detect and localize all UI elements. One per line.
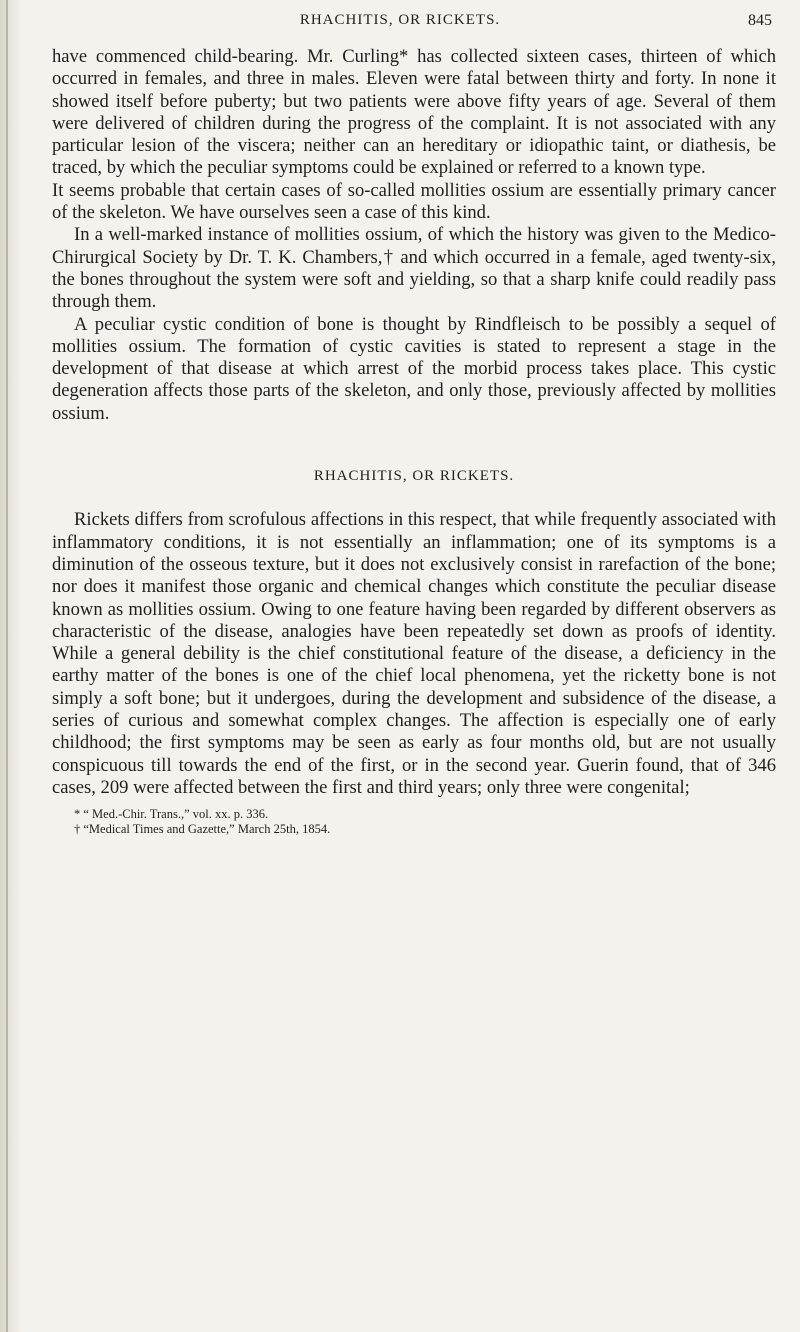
gutter-line (6, 0, 8, 1332)
footnote: * “ Med.-Chir. Trans.,” vol. xx. p. 336. (74, 807, 269, 822)
page-number: 845 (748, 12, 772, 29)
footnotes (52, 807, 776, 837)
page-body (52, 46, 776, 837)
running-head: RHACHITIS, OR RICKETS. (299, 12, 501, 28)
paragraph: have commenced child-bearing. Mr. Curling* has collected sixteen cases, thirteen of which occurred in females, and three in males. Eleven were fatal between thirty and forty. In none it showed itself before puberty; but two patients were above fifty years of age. Several of them were delivered of children during the progress of the complaint. It is not associated with any particular lesion of the viscera; neither can an hereditary or idiopathic taint, or diathesis, be traced, by which the peculiar symptoms could be explained or referred to a known type. (52, 46, 776, 179)
paragraph: It seems probable that certain cases of so-called mollities ossium are essentially primary cancer of the skeleton. We have ourselves seen a case of this kind. (52, 179, 776, 224)
section-paragraph: Rickets differs from scrofulous affections in this respect, that while frequently associated with inflammatory conditions, it is not essentially an inflammation; one of its symptoms is a diminution of the osseous texture, but it does not exclusively consist in rarefaction of the bone; nor does it manifest those organic and chemical changes which constitute the peculiar disease known as mollities ossium. Owing to one feature having been regarded by different observers as characteristic of the disease, analogies have been repeatedly set down as proofs of identity. While a general debility is the chief constitutional feature of the disease, a deficiency in the earthy matter of the bones is one of the chief local phenomena, yet the ricketty bone is not simply a soft bone; but it undergoes, during the development and subsidence of the disease, a series of curious and somewhat complex changes. The affection is especially one of early childhood; the first symptoms may be seen as early as four months old, but are not usually conspicuous till towards the end of the first, or in the second year. Guerin found, that of 346 cases, 209 were affected between the first and third years; only three were congenital; (52, 509, 776, 798)
page-gutter (0, 0, 22, 1332)
paragraph: In a well-marked instance of mollities ossium, of which the history was given to the Medico-Chirurgical Society by Dr. T. K. Chambers,† and which occurred in a female, aged twenty-six, the bones throughout the system were soft and yielding, so that a sharp knife could readily pass through them. (52, 224, 776, 313)
paragraph: A peculiar cystic condition of bone is thought by Rindfleisch to be possibly a sequel of mollities ossium. The formation of cystic cavities is stated to represent a stage in the development of that disease at which arrest of the morbid process takes place. This cystic degeneration affects those parts of the skeleton, and only those, previously affected by mollities ossium. (52, 313, 776, 424)
page-header (0, 12, 800, 36)
section-heading: RHACHITIS, OR RICKETS. (313, 468, 515, 485)
footnote: † “Medical Times and Gazette,” March 25th, 1854. (74, 822, 331, 837)
